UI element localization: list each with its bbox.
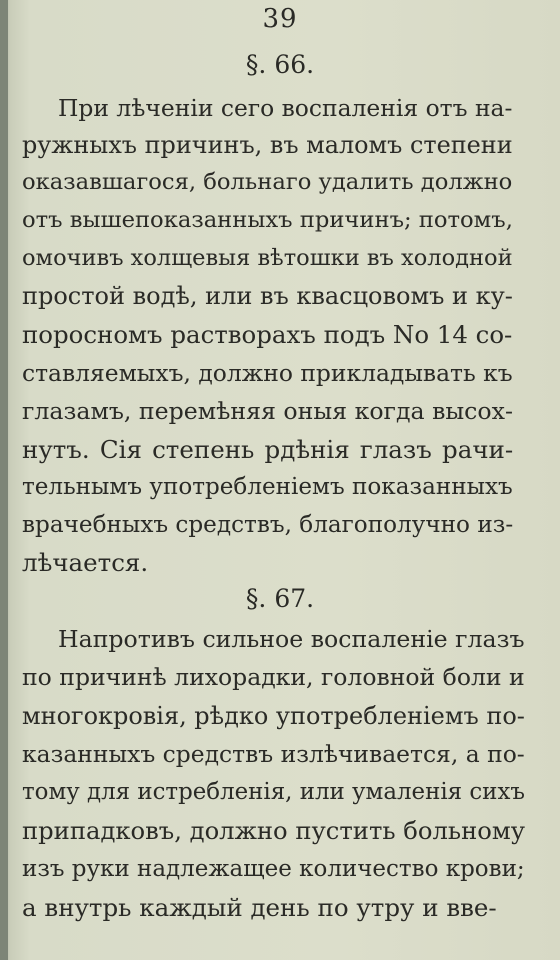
- text-line: изъ руки надлежащее количество крови;: [22, 856, 525, 882]
- text-line: тельнымъ употребленіемъ показанныхъ: [22, 474, 513, 500]
- text-line: поросномъ растворахъ подъ No 14 со-: [22, 320, 513, 349]
- text-line: припадковъ, должно пустить больному: [22, 816, 525, 845]
- text-line: Напротивъ сильное воспаленіе глазъ: [58, 625, 525, 653]
- section-heading-66: §. 66.: [245, 50, 315, 79]
- text-line: многокровія, рѣдко употребленіемъ по-: [22, 702, 525, 730]
- section-heading-67: §. 67.: [245, 584, 315, 613]
- text-line: врачебныхъ средствъ, благополучно из-: [22, 512, 514, 538]
- text-line: а внутрь каждый день по утру и вве-: [22, 893, 497, 922]
- page-gutter: [0, 0, 8, 960]
- text-line: тому для истребленія, или умаленія сихъ: [22, 779, 525, 805]
- text-line: глазамъ, перемѣняя оныя когда высох-: [22, 397, 513, 425]
- text-line: по причинѣ лихорадки, головной боли и: [22, 663, 525, 691]
- text-line: При лѣченіи сего воспаленія отъ на-: [58, 94, 513, 122]
- text-line: ружныхъ причинъ, въ маломъ степени: [22, 131, 513, 159]
- page-number: 39: [262, 4, 298, 34]
- text-line: простой водѣ, или въ квасцовомъ и ку-: [22, 282, 513, 310]
- text-line: ставляемыхъ, должно прикладывать къ: [22, 359, 513, 387]
- text-line: омочивъ холщевыя вѣтошки въ холодной: [22, 245, 513, 271]
- text-line: лѣчается.: [22, 548, 149, 577]
- text-line: казанныхъ средствъ излѣчивается, а по-: [22, 740, 525, 768]
- text-line: нутъ. Сія степень рдѣнія глазъ рачи-: [22, 435, 514, 464]
- text-line: оказавшагося, больнаго удалить должно: [22, 169, 513, 195]
- text-line: отъ вышепоказанныхъ причинъ; потомъ,: [22, 207, 513, 233]
